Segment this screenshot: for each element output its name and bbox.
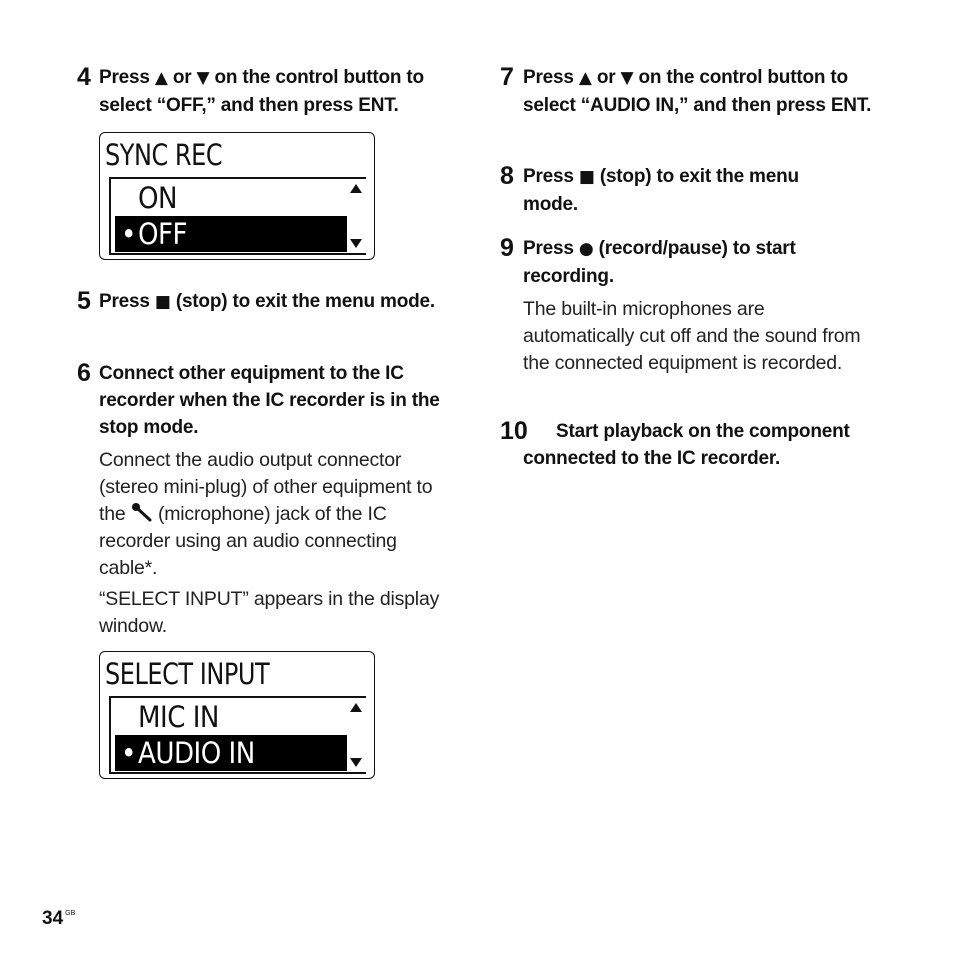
triangle-down-icon: ▼: [196, 68, 210, 88]
lcd-option-mic-in: MIC IN: [138, 700, 219, 734]
lcd-title: SELECT INPUT: [105, 657, 270, 691]
step-instruction: Start playback on the component connected to the IC recorder.: [523, 421, 850, 469]
bullet-icon: •: [121, 736, 136, 770]
step-6: [77, 360, 451, 640]
scroll-down-icon: [350, 758, 362, 767]
scroll-down-icon: [350, 239, 362, 248]
lcd-option-off-selected: • OFF: [115, 216, 347, 252]
bullet-icon: •: [121, 217, 136, 251]
triangle-down-icon: ▼: [620, 68, 634, 88]
step-instruction: Press ■ (stop) to exit the menu mode.: [523, 166, 799, 215]
step-7: [500, 64, 880, 119]
step-number: 8: [500, 162, 514, 190]
step-instruction: Press ▲ or ▼ on the control button to select “OFF,” and then press ENT.: [99, 67, 424, 116]
step-4: [77, 64, 447, 119]
step-9: [500, 235, 880, 377]
step-number: 6: [77, 359, 91, 387]
lcd-menu-frame: [109, 696, 366, 774]
scroll-up-icon: [350, 184, 362, 193]
step-body: Connect the audio output connector (stereo mini-plug) of other equipment to the (microphone) jack of the IC recorder using an audio connecting cable*.: [99, 449, 433, 579]
region-code: GB: [65, 910, 76, 917]
step-body-note: “SELECT INPUT” appears in the display window.: [99, 588, 440, 637]
step-instruction: Press ▲ or ▼ on the control button to select “AUDIO IN,” and then press ENT.: [523, 67, 872, 116]
step-8: [500, 163, 880, 218]
microphone-icon: [131, 502, 153, 522]
step-10: [500, 418, 880, 472]
triangle-up-icon: ▲: [154, 68, 168, 88]
step-number: 9: [500, 234, 514, 262]
stop-square-icon: ■: [578, 167, 595, 187]
step-5: [77, 288, 447, 316]
record-circle-icon: ●: [578, 239, 594, 259]
step-number: 10: [500, 417, 528, 445]
step-body: The built-in microphones are automatically cut off and the sound from the connected equipment is recorded.: [523, 298, 861, 374]
lcd-display-select-input: [99, 651, 375, 779]
triangle-up-icon: ▲: [578, 68, 592, 88]
step-instruction: Press ● (record/pause) to start recording.: [523, 238, 796, 287]
page-number: 34 $^{GB}$: [42, 908, 76, 929]
lcd-menu-frame: [109, 177, 366, 255]
step-number: 4: [77, 63, 91, 91]
step-number: 7: [500, 63, 514, 91]
step-instruction: Connect other equipment to the IC recorder when the IC recorder is in the stop mode.: [99, 363, 440, 438]
step-number: 5: [77, 287, 91, 315]
lcd-title: SYNC REC: [105, 138, 223, 172]
scroll-up-icon: [350, 703, 362, 712]
lcd-display-sync-rec: [99, 132, 375, 260]
lcd-option-audio-in-selected: • AUDIO IN: [115, 735, 347, 771]
lcd-option-on: ON: [138, 181, 178, 215]
stop-square-icon: ■: [154, 292, 171, 312]
step-instruction: Press ■ (stop) to exit the menu mode.: [99, 291, 435, 312]
